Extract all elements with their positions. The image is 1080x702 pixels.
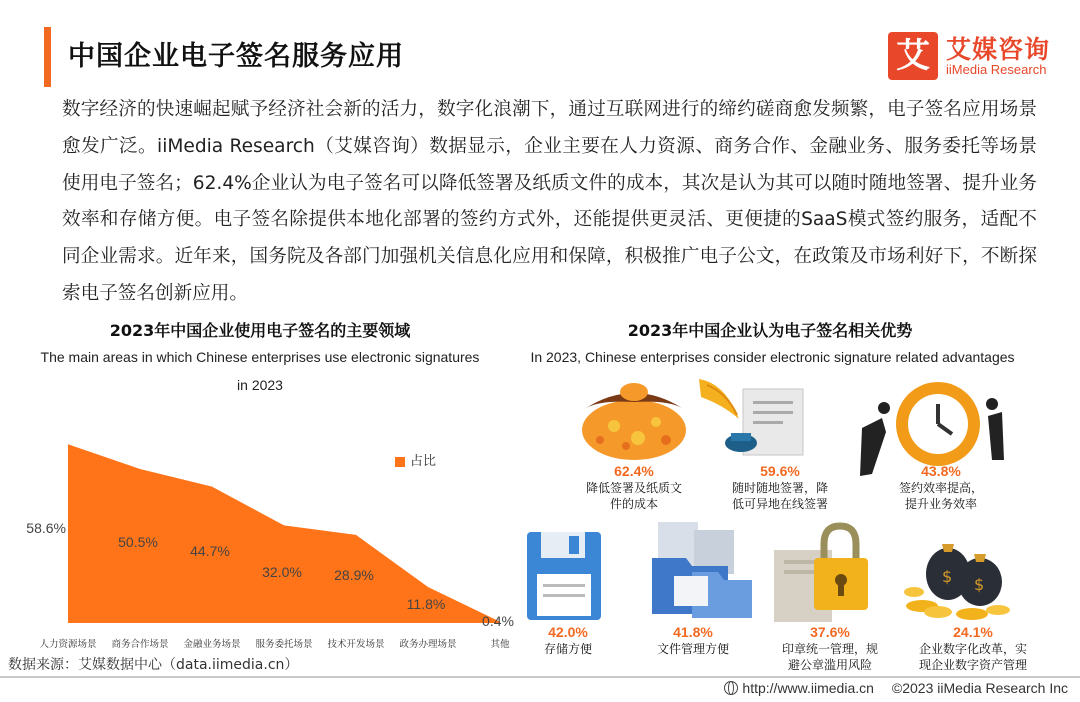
advantage-label: 签约效率提高，提升业务效率 [898,481,983,511]
x-tick-label: 政务办理场景 [399,639,457,650]
advantage-item [628,624,758,657]
advantage-percent: 62.4% [614,463,654,479]
advantage-item [765,624,895,673]
data-label: 50.5% [118,534,158,550]
advantage-percent: 59.6% [760,463,800,479]
x-tick-label: 其他 [490,639,510,650]
advantage-percent: 24.1% [953,624,993,640]
legend-swatch [395,457,405,467]
page-title: 中国企业电子签名服务应用 [68,41,404,72]
footer-url[interactable]: http://www.iimedia.cn [742,680,874,696]
advantage-label: 存储方便 [543,642,592,656]
quill-pen-document-icon [695,375,810,460]
padlock-icon [770,522,872,626]
logo-mark: 艾 [888,32,938,80]
advantage-percent: 37.6% [810,624,850,640]
logo-text-en: iiMedia Research [946,62,1047,77]
money-sacks-icon [902,526,1014,622]
intro-paragraph: 数字经济的快速崛起赋予经济社会新的活力，数字化浪潮下，通过互联网进行的缔约磋商愈发频繁，电子签名应用场景愈发广泛。iiMedia Research（艾媒咨询）数据显示，企业主要在人力资源、商务合作、金融业务、服务委托等场景使用电子签名；62.4%企业认为电子签名可以降低签署及纸质文件的成本，其次是认为其可以随时随地签署、提升业务效率和存储方便。电子签名除提供本地化部署的签约方式外，还能提供更灵活、更便捷的SaaS模式签约服务，适配不同企业需求。近年来，国务院及各部门加强机关信息化应用和保障，积极推广电子公文，在政策及市场利好下，不断探索电子签名创新应用。 [62,99,1037,304]
advantage-item [503,624,633,657]
data-label: 44.7% [190,543,230,559]
globe-icon [724,681,738,695]
advantage-item [715,463,845,512]
footer-divider [0,676,1080,678]
x-tick-label: 商务合作场景 [111,639,169,650]
advantage-percent: 43.8% [921,463,961,479]
right-panel-title: 2023年中国企业认为电子签名相关优势 [627,321,913,340]
floppy-disk-icon [523,528,605,624]
logo-text-cn: 艾媒咨询 [946,35,1051,64]
data-label: 11.8% [406,596,446,612]
data-source: 数据来源：艾媒数据中心（data.iimedia.cn） [8,657,299,673]
x-tick-label: 技术开发场景 [327,639,385,650]
right-panel-subtitle: In 2023, Chinese enterprises consider electronic signature related advantages [530,349,1015,365]
iimedia-logo [888,32,1068,82]
x-tick-label: 金融业务场景 [183,639,241,650]
advantage-label: 文件管理方便 [656,642,729,656]
x-tick-label: 人力资源场景 [39,639,97,650]
advantage-item [569,463,699,512]
legend-label: 占比 [410,454,437,469]
footer [724,680,1068,696]
footer-copyright: ©2023 iiMedia Research Inc [891,680,1068,696]
advantage-percent: 41.8% [673,624,713,640]
svg-text:$: $ [974,575,985,594]
advantage-label: 降低签署及纸质文件的成本 [585,481,682,511]
svg-text:$: $ [942,567,953,586]
data-label: 58.6% [26,520,66,536]
advantage-item [908,624,1038,673]
data-label: 28.9% [334,567,374,583]
advantage-item [876,463,1006,512]
x-tick-label: 服务委托场景 [255,639,313,650]
data-label: 0.4% [482,613,514,629]
advantage-percent: 42.0% [548,624,588,640]
advantage-label: 随时随地签署，降低可异地在线签署 [731,481,828,511]
title-accent-bar [44,27,51,87]
advantage-label: 印章统一管理，规避公章滥用风险 [782,642,879,672]
area-chart [26,425,530,655]
left-chart-title: 2023年中国企业使用电子签名的主要领域 [109,321,411,340]
data-label: 32.0% [262,564,302,580]
money-bag-icon [578,378,690,460]
left-chart-subtitle: The main areas in which Chinese enterprises use electronic signatures in 2023 [40,349,480,393]
chart-legend [395,450,436,469]
advantage-label: 企业数字化改革，实现企业数字资产管理 [918,642,1027,672]
folders-icon [648,518,758,626]
